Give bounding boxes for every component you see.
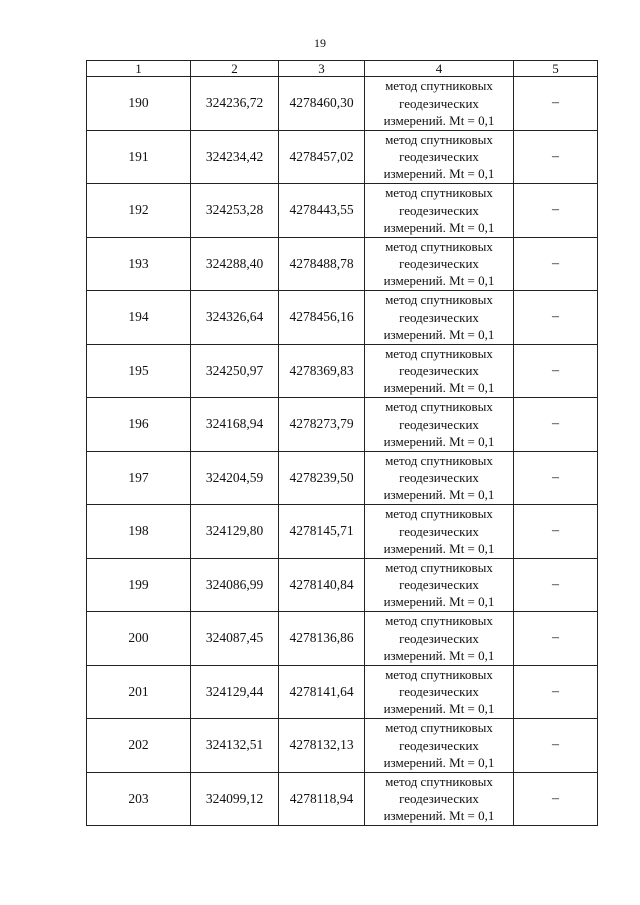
method-line: метод спутниковых bbox=[385, 773, 493, 789]
method-line: геодезических bbox=[399, 309, 479, 325]
method-line: метод спутниковых bbox=[385, 238, 493, 254]
coordinate-x-cell: 324253,28 bbox=[191, 184, 279, 238]
coordinate-y-cell: 4278145,71 bbox=[279, 505, 365, 559]
method-line: геодезических bbox=[399, 149, 479, 165]
point-number-cell: 193 bbox=[87, 237, 191, 291]
method-line: геодезических bbox=[399, 256, 479, 272]
note-cell: – bbox=[514, 184, 598, 238]
method-line: измерений. Mt = 0,1 bbox=[383, 594, 495, 610]
point-number-cell: 197 bbox=[87, 451, 191, 505]
table-body bbox=[87, 77, 598, 826]
table-row bbox=[87, 451, 598, 505]
method-line: метод спутниковых bbox=[385, 452, 493, 468]
table-row bbox=[87, 398, 598, 452]
method-line: метод спутниковых bbox=[385, 559, 493, 575]
method-cell bbox=[365, 77, 514, 131]
method-line: геодезических bbox=[399, 470, 479, 486]
coordinate-x-cell: 324129,44 bbox=[191, 665, 279, 719]
note-cell: – bbox=[514, 77, 598, 131]
column-header-2: 2 bbox=[191, 61, 279, 77]
point-number-cell: 196 bbox=[87, 398, 191, 452]
method-line: геодезических bbox=[399, 737, 479, 753]
coordinate-x-cell: 324250,97 bbox=[191, 344, 279, 398]
method-line: геодезических bbox=[399, 523, 479, 539]
method-line: метод спутниковых bbox=[385, 345, 493, 361]
note-cell: – bbox=[514, 130, 598, 184]
coordinate-y-cell: 4278140,84 bbox=[279, 558, 365, 612]
point-number-cell: 201 bbox=[87, 665, 191, 719]
method-line: измерений. Mt = 0,1 bbox=[383, 647, 495, 663]
method-cell bbox=[365, 237, 514, 291]
method-cell bbox=[365, 184, 514, 238]
coordinate-x-cell: 324236,72 bbox=[191, 77, 279, 131]
method-cell bbox=[365, 344, 514, 398]
table-row bbox=[87, 665, 598, 719]
method-cell bbox=[365, 665, 514, 719]
note-cell: – bbox=[514, 505, 598, 559]
page-number: 19 bbox=[314, 36, 326, 50]
coordinate-x-cell: 324086,99 bbox=[191, 558, 279, 612]
method-cell bbox=[365, 719, 514, 773]
column-header-4: 4 bbox=[365, 61, 514, 77]
coordinate-y-cell: 4278136,86 bbox=[279, 612, 365, 666]
method-line: геодезических bbox=[399, 791, 479, 807]
note-cell: – bbox=[514, 344, 598, 398]
coordinate-y-cell: 4278456,16 bbox=[279, 291, 365, 345]
note-cell: – bbox=[514, 398, 598, 452]
table-row bbox=[87, 237, 598, 291]
point-number-cell: 200 bbox=[87, 612, 191, 666]
method-line: метод спутниковых bbox=[385, 613, 493, 629]
coordinate-x-cell: 324204,59 bbox=[191, 451, 279, 505]
note-cell: – bbox=[514, 237, 598, 291]
method-line: метод спутниковых bbox=[385, 506, 493, 522]
coordinate-x-cell: 324087,45 bbox=[191, 612, 279, 666]
table-row bbox=[87, 772, 598, 826]
note-cell: – bbox=[514, 558, 598, 612]
method-line: метод спутниковых bbox=[385, 185, 493, 201]
column-header-3: 3 bbox=[279, 61, 365, 77]
method-cell bbox=[365, 558, 514, 612]
coordinate-y-cell: 4278239,50 bbox=[279, 451, 365, 505]
table-row bbox=[87, 344, 598, 398]
method-line: метод спутниковых bbox=[385, 78, 493, 94]
point-number-cell: 199 bbox=[87, 558, 191, 612]
method-cell bbox=[365, 612, 514, 666]
coordinate-x-cell: 324168,94 bbox=[191, 398, 279, 452]
point-number-cell: 194 bbox=[87, 291, 191, 345]
method-cell bbox=[365, 291, 514, 345]
note-cell: – bbox=[514, 451, 598, 505]
method-line: метод спутниковых bbox=[385, 399, 493, 415]
point-number-cell: 202 bbox=[87, 719, 191, 773]
point-number-cell: 190 bbox=[87, 77, 191, 131]
note-cell: – bbox=[514, 772, 598, 826]
method-line: геодезических bbox=[399, 630, 479, 646]
method-line: измерений. Mt = 0,1 bbox=[383, 540, 495, 556]
method-line: геодезических bbox=[399, 416, 479, 432]
table-row bbox=[87, 77, 598, 131]
coordinates-table bbox=[86, 60, 598, 826]
coordinate-y-cell: 4278141,64 bbox=[279, 665, 365, 719]
table-row bbox=[87, 719, 598, 773]
table-header-row bbox=[87, 61, 598, 77]
coordinate-y-cell: 4278273,79 bbox=[279, 398, 365, 452]
method-line: измерений. Mt = 0,1 bbox=[383, 112, 495, 128]
method-line: измерений. Mt = 0,1 bbox=[383, 808, 495, 824]
method-line: измерений. Mt = 0,1 bbox=[383, 754, 495, 770]
method-line: геодезических bbox=[399, 363, 479, 379]
method-line: измерений. Mt = 0,1 bbox=[383, 701, 495, 717]
note-cell: – bbox=[514, 665, 598, 719]
method-line: геодезических bbox=[399, 95, 479, 111]
method-line: геодезических bbox=[399, 202, 479, 218]
coordinate-y-cell: 4278443,55 bbox=[279, 184, 365, 238]
coordinate-y-cell: 4278460,30 bbox=[279, 77, 365, 131]
note-cell: – bbox=[514, 612, 598, 666]
table-row bbox=[87, 291, 598, 345]
method-line: измерений. Mt = 0,1 bbox=[383, 273, 495, 289]
column-header-1: 1 bbox=[87, 61, 191, 77]
coordinate-y-cell: 4278488,78 bbox=[279, 237, 365, 291]
table-row bbox=[87, 505, 598, 559]
method-line: измерений. Mt = 0,1 bbox=[383, 487, 495, 503]
coordinate-x-cell: 324129,80 bbox=[191, 505, 279, 559]
method-cell bbox=[365, 505, 514, 559]
method-cell bbox=[365, 451, 514, 505]
method-cell bbox=[365, 772, 514, 826]
coordinate-y-cell: 4278457,02 bbox=[279, 130, 365, 184]
table-row bbox=[87, 130, 598, 184]
table-row bbox=[87, 612, 598, 666]
coordinate-x-cell: 324288,40 bbox=[191, 237, 279, 291]
coordinate-y-cell: 4278118,94 bbox=[279, 772, 365, 826]
method-line: измерений. Mt = 0,1 bbox=[383, 166, 495, 182]
method-line: метод спутниковых bbox=[385, 131, 493, 147]
coordinate-x-cell: 324234,42 bbox=[191, 130, 279, 184]
method-line: метод спутниковых bbox=[385, 720, 493, 736]
point-number-cell: 203 bbox=[87, 772, 191, 826]
method-line: измерений. Mt = 0,1 bbox=[383, 219, 495, 235]
table-row bbox=[87, 558, 598, 612]
method-line: измерений. Mt = 0,1 bbox=[383, 326, 495, 342]
note-cell: – bbox=[514, 719, 598, 773]
coordinate-x-cell: 324099,12 bbox=[191, 772, 279, 826]
table-row bbox=[87, 184, 598, 238]
point-number-cell: 198 bbox=[87, 505, 191, 559]
method-cell bbox=[365, 398, 514, 452]
coordinate-x-cell: 324326,64 bbox=[191, 291, 279, 345]
method-line: геодезических bbox=[399, 684, 479, 700]
method-cell bbox=[365, 130, 514, 184]
point-number-cell: 192 bbox=[87, 184, 191, 238]
method-line: измерений. Mt = 0,1 bbox=[383, 433, 495, 449]
column-header-5: 5 bbox=[514, 61, 598, 77]
coordinate-x-cell: 324132,51 bbox=[191, 719, 279, 773]
note-cell: – bbox=[514, 291, 598, 345]
method-line: метод спутниковых bbox=[385, 292, 493, 308]
point-number-cell: 191 bbox=[87, 130, 191, 184]
method-line: геодезических bbox=[399, 577, 479, 593]
point-number-cell: 195 bbox=[87, 344, 191, 398]
coordinate-y-cell: 4278369,83 bbox=[279, 344, 365, 398]
method-line: метод спутниковых bbox=[385, 666, 493, 682]
method-line: измерений. Mt = 0,1 bbox=[383, 380, 495, 396]
coordinate-y-cell: 4278132,13 bbox=[279, 719, 365, 773]
